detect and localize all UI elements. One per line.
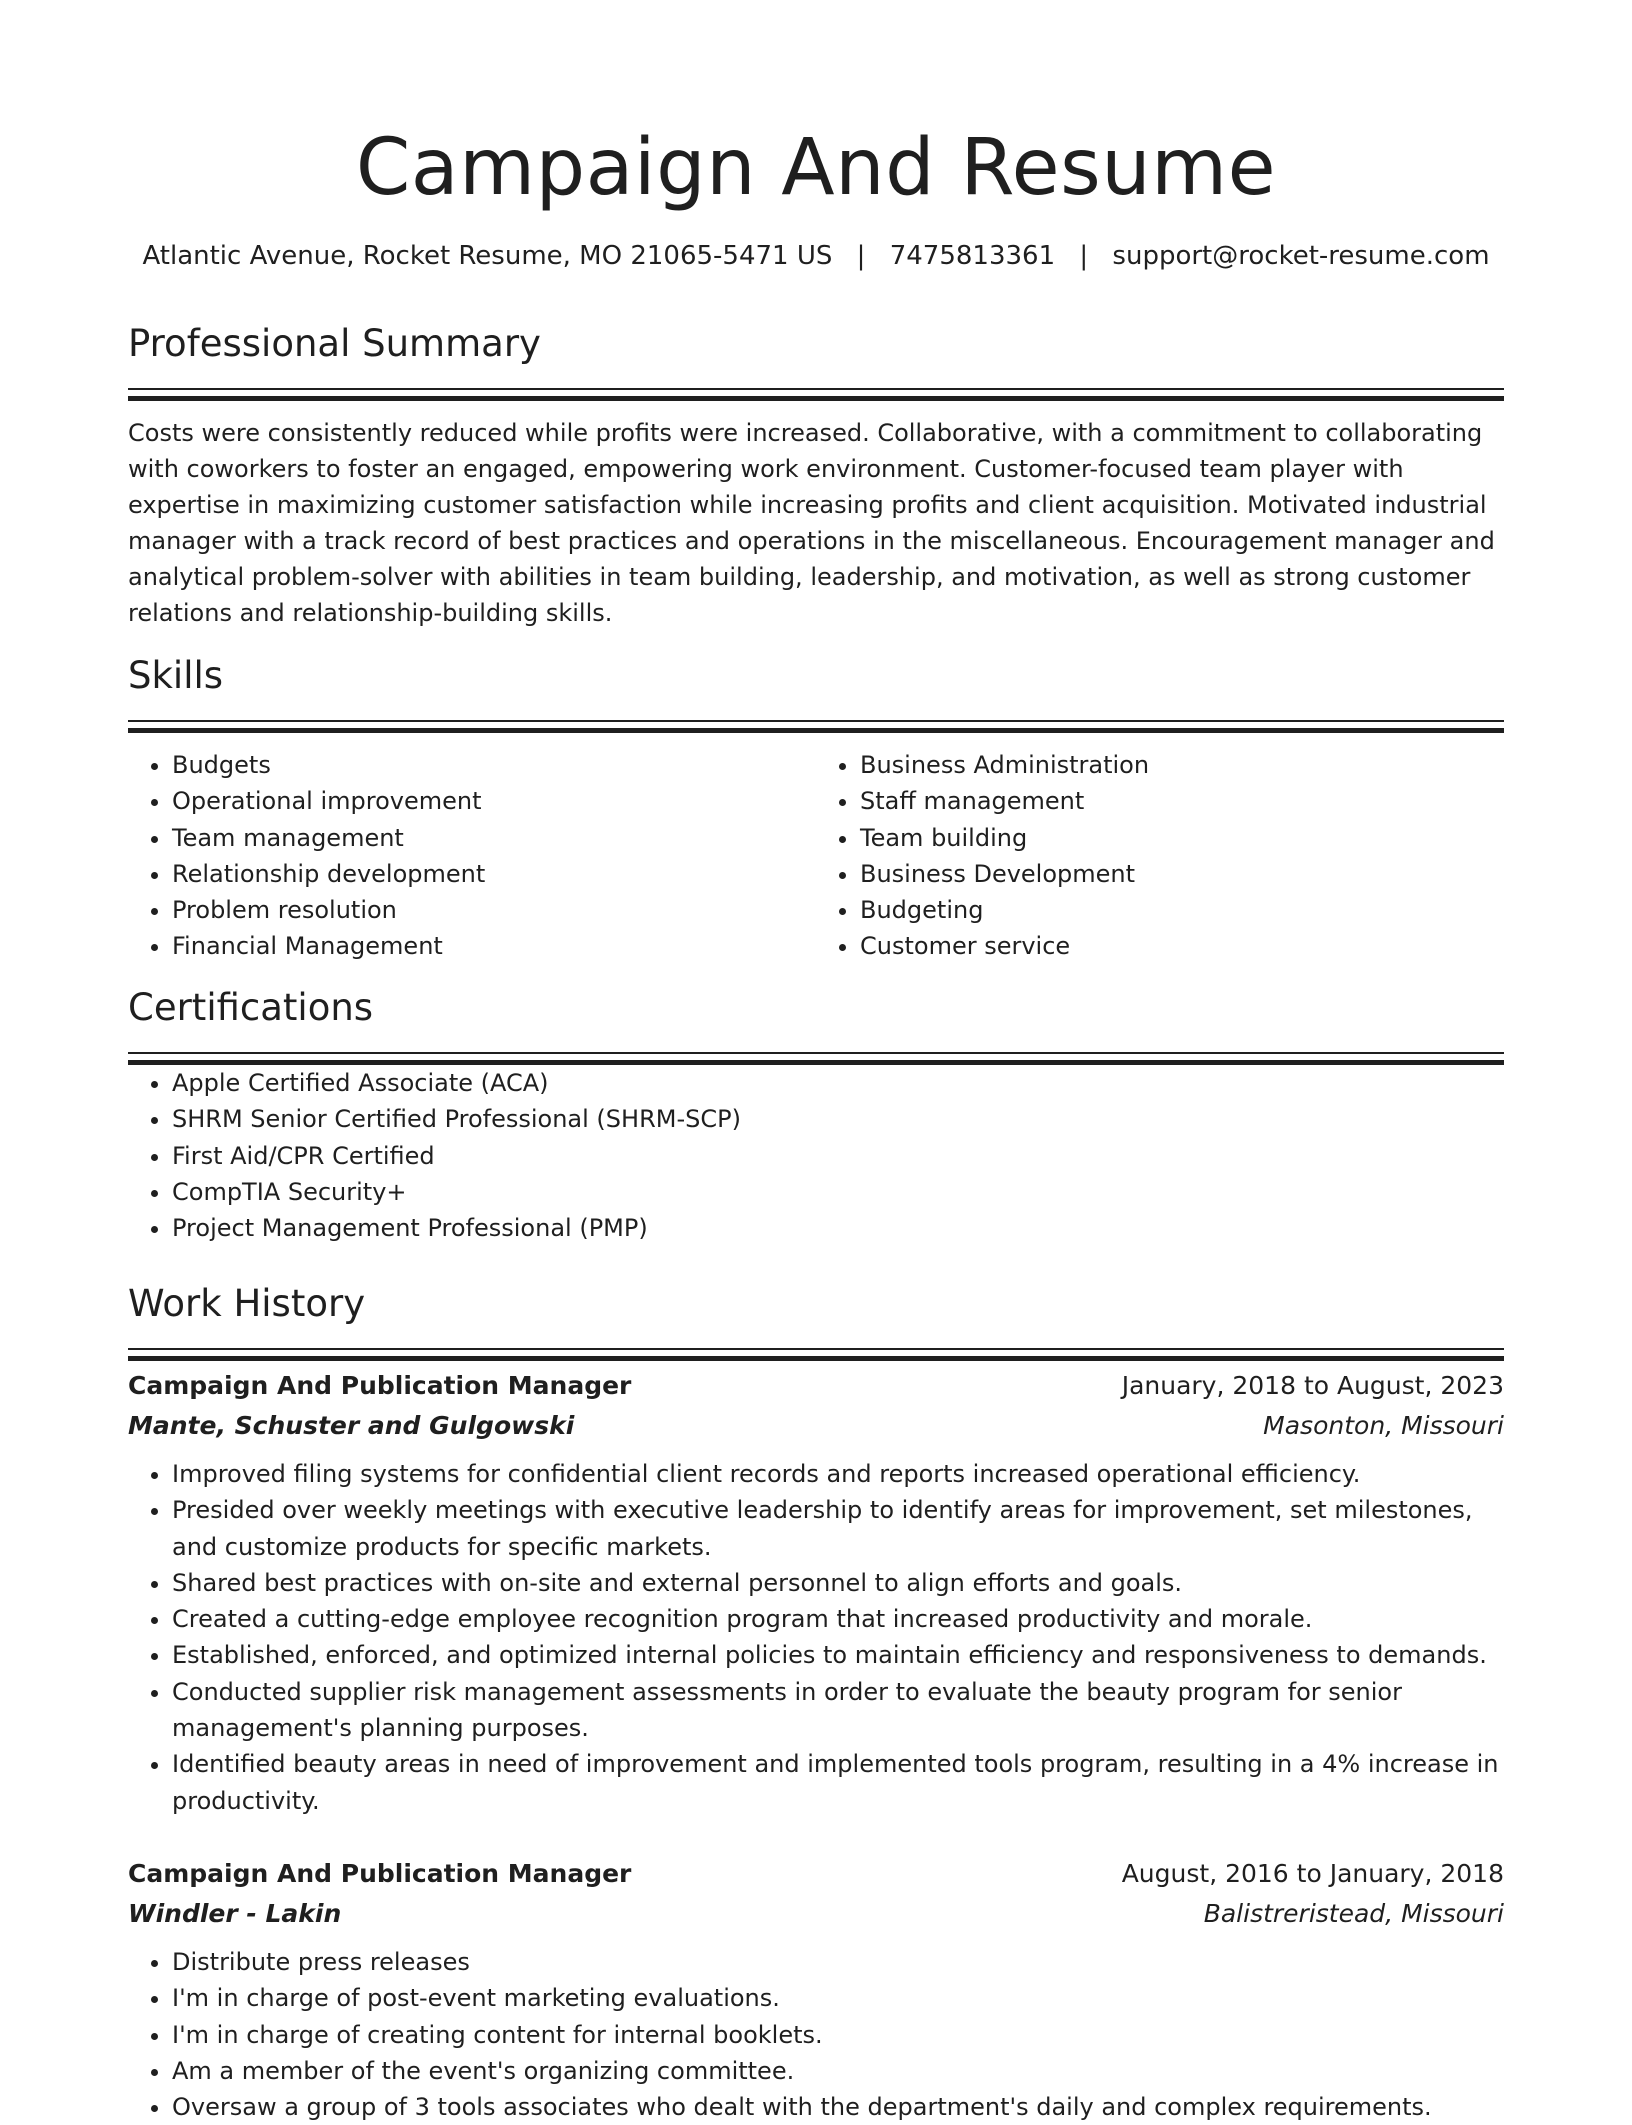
- job-title: Campaign And Publication Manager: [128, 1859, 632, 1888]
- certification-item: • Apple Certified Associate (ACA): [172, 1065, 1504, 1101]
- job-bullet: • Presided over weekly meetings with executive leadership to identify areas for improvement, set milestones, and customize products for specific markets.: [172, 1492, 1504, 1565]
- job-header-row: [128, 1854, 1504, 1894]
- job-bullet: • Conducted supplier risk management assessments in order to evaluate the beauty program for senior management's planning purposes.: [172, 1674, 1504, 1747]
- job-bullet: • I'm in charge of creating content for internal booklets.: [172, 2017, 1504, 2053]
- candidate-name: Campaign And Resume: [355, 123, 1277, 213]
- skill-item: • Budgeting: [860, 892, 1504, 928]
- skill-item: • Staff management: [860, 783, 1504, 819]
- job-bullet: • Identified beauty areas in need of improvement and implemented tools program, resulting in a 4% increase in productivity.: [172, 1746, 1504, 1819]
- section-rule: [128, 1348, 1504, 1361]
- job-company: Mante, Schuster and Gulgowski: [128, 1411, 575, 1440]
- job-entry: [128, 1854, 1504, 2125]
- certifications-list: [128, 1065, 1504, 1246]
- job-bullet: • Oversaw a group of 3 tools associates who dealt with the department's daily and complex requirements.: [172, 2089, 1504, 2125]
- job-title: Campaign And Publication Manager: [128, 1371, 632, 1400]
- job-bullets: [128, 1456, 1504, 1819]
- job-company: Windler - Lakin: [128, 1899, 342, 1928]
- job-bullet: • Am a member of the event's organizing committee.: [172, 2053, 1504, 2089]
- contact-line: [128, 238, 1504, 274]
- skill-item: • Team building: [860, 820, 1504, 856]
- skills-grid: [128, 747, 1504, 965]
- skill-item: • Financial Management: [172, 928, 816, 964]
- skill-item: • Budgets: [172, 747, 816, 783]
- job-bullet: • Shared best practices with on-site and external personnel to align efforts and goals.: [172, 1565, 1504, 1601]
- summary-text: Costs were consistently reduced while profits were increased. Collaborative, with a commitment to collaborating with coworkers to foster an engaged, empowering work environment. Customer-focused team player with expertise in maximizing customer satisfaction while increasing profits and client acquisition. Motivated industrial manager with a track record of best practices and operations in the miscellaneous. Encouragement manager and analytical problem-solver with abilities in team building, leadership, and motivation, as well as strong customer relations and relationship-building skills.: [128, 419, 1495, 627]
- certification-item: • First Aid/CPR Certified: [172, 1138, 1504, 1174]
- work-heading: Work History: [128, 1282, 366, 1325]
- skill-item: • Operational improvement: [172, 783, 816, 819]
- job-subheader-row: [128, 1894, 1504, 1934]
- skill-item: • Relationship development: [172, 856, 816, 892]
- skills-heading: Skills: [128, 654, 224, 697]
- skill-item: • Business Administration: [860, 747, 1504, 783]
- skills-section: [128, 652, 1504, 965]
- certification-item: • Project Management Professional (PMP): [172, 1210, 1504, 1246]
- job-bullet: • Established, enforced, and optimized internal policies to maintain efficiency and responsiveness to demands.: [172, 1637, 1504, 1673]
- job-bullets: [128, 1944, 1504, 2125]
- skills-right-list: [816, 747, 1504, 965]
- contact-address: Atlantic Avenue, Rocket Resume, MO 21065-5471 US: [142, 241, 833, 271]
- job-header-row: [128, 1366, 1504, 1406]
- section-rule: [128, 720, 1504, 733]
- job-bullet: • Distribute press releases: [172, 1944, 1504, 1980]
- job-entry: [128, 1366, 1504, 1819]
- job-dates: January, 2018 to August, 2023: [1121, 1371, 1504, 1400]
- certifications-heading: Certifications: [128, 986, 374, 1029]
- summary-section: [128, 320, 1504, 631]
- skill-item: • Team management: [172, 820, 816, 856]
- section-rule: [128, 388, 1504, 401]
- certification-item: • CompTIA Security+: [172, 1174, 1504, 1210]
- certifications-section: [128, 984, 1504, 1246]
- job-bullet: • Created a cutting-edge employee recognition program that increased productivity and morale.: [172, 1601, 1504, 1637]
- contact-separator: |: [1079, 241, 1089, 271]
- skill-item: • Customer service: [860, 928, 1504, 964]
- job-subheader-row: [128, 1406, 1504, 1446]
- section-rule: [128, 1052, 1504, 1065]
- job-dates: August, 2016 to January, 2018: [1121, 1859, 1504, 1888]
- job-location: Balistreristead, Missouri: [1203, 1899, 1504, 1928]
- job-bullet: • I'm in charge of post-event marketing evaluations.: [172, 1980, 1504, 2016]
- certification-item: • SHRM Senior Certified Professional (SHRM-SCP): [172, 1101, 1504, 1137]
- skill-item: • Problem resolution: [172, 892, 816, 928]
- contact-separator: |: [856, 241, 866, 271]
- work-section: [128, 1280, 1504, 1361]
- job-location: Masonton, Missouri: [1263, 1411, 1504, 1440]
- contact-phone: 7475813361: [889, 241, 1056, 271]
- job-bullet: • Improved filing systems for confidential client records and reports increased operational efficiency.: [172, 1456, 1504, 1492]
- contact-email: support@rocket-resume.com: [1112, 241, 1490, 271]
- skill-item: • Business Development: [860, 856, 1504, 892]
- summary-heading: Professional Summary: [128, 322, 541, 365]
- skills-left-list: [128, 747, 816, 965]
